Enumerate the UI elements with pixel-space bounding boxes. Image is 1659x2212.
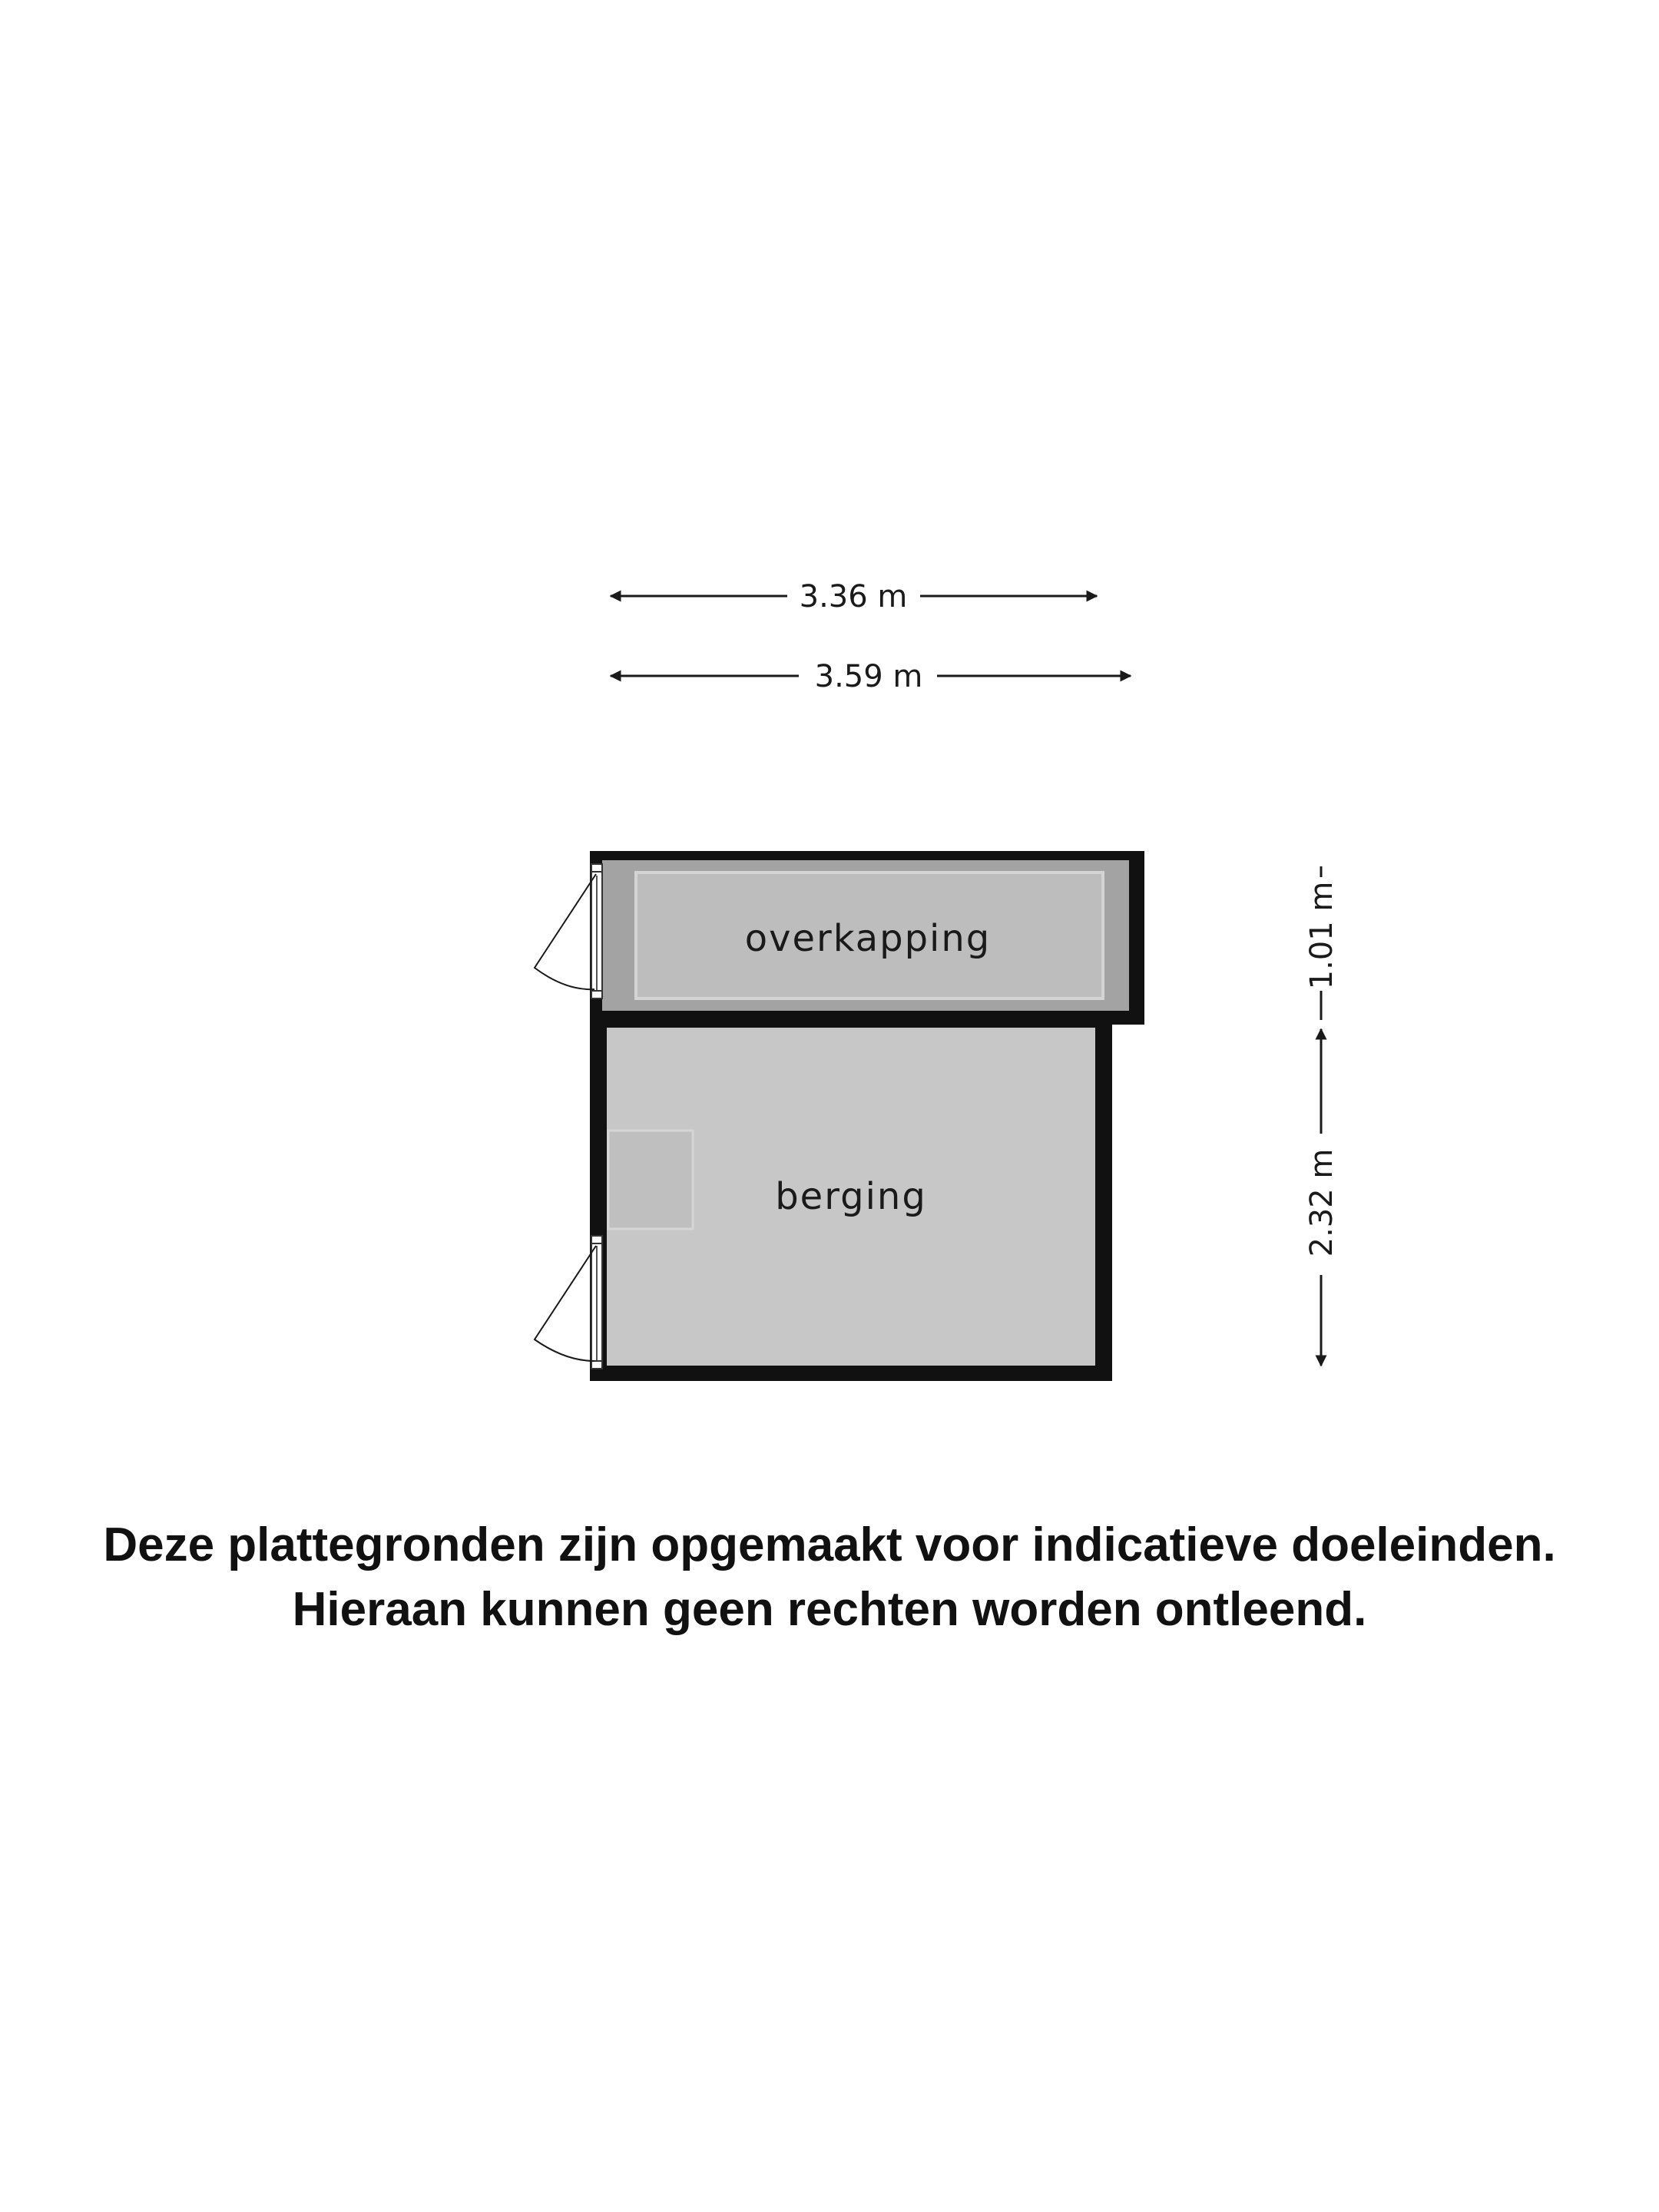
dimension-height-overkapping xyxy=(1304,866,1339,1020)
dimension-label-3-36: 3.36 m xyxy=(799,579,908,614)
dimension-label-2-32: 2.32 m xyxy=(1304,1148,1339,1257)
dimension-height-berging xyxy=(1304,1029,1339,1366)
room-label-berging: berging xyxy=(775,1175,927,1218)
door-overkapping xyxy=(535,864,602,998)
room-overkapping xyxy=(590,851,1144,1025)
disclaimer xyxy=(0,1513,1659,1642)
disclaimer-line-2: Hieraan kunnen geen rechten worden ontleend. xyxy=(292,1583,1367,1636)
counter-block xyxy=(608,1131,693,1229)
door-berging xyxy=(535,1236,602,1369)
room-label-overkapping: overkapping xyxy=(744,917,992,960)
dimension-label-1-01: 1.01 m xyxy=(1304,881,1339,990)
room-berging xyxy=(590,1025,1112,1381)
dimension-label-3-59: 3.59 m xyxy=(814,659,923,694)
dimension-width-outer xyxy=(611,659,1131,694)
disclaimer-line-1: Deze plattegronden zijn opgemaakt voor indicatieve doeleinden. xyxy=(103,1518,1556,1571)
dimension-width-inner xyxy=(611,579,1097,614)
